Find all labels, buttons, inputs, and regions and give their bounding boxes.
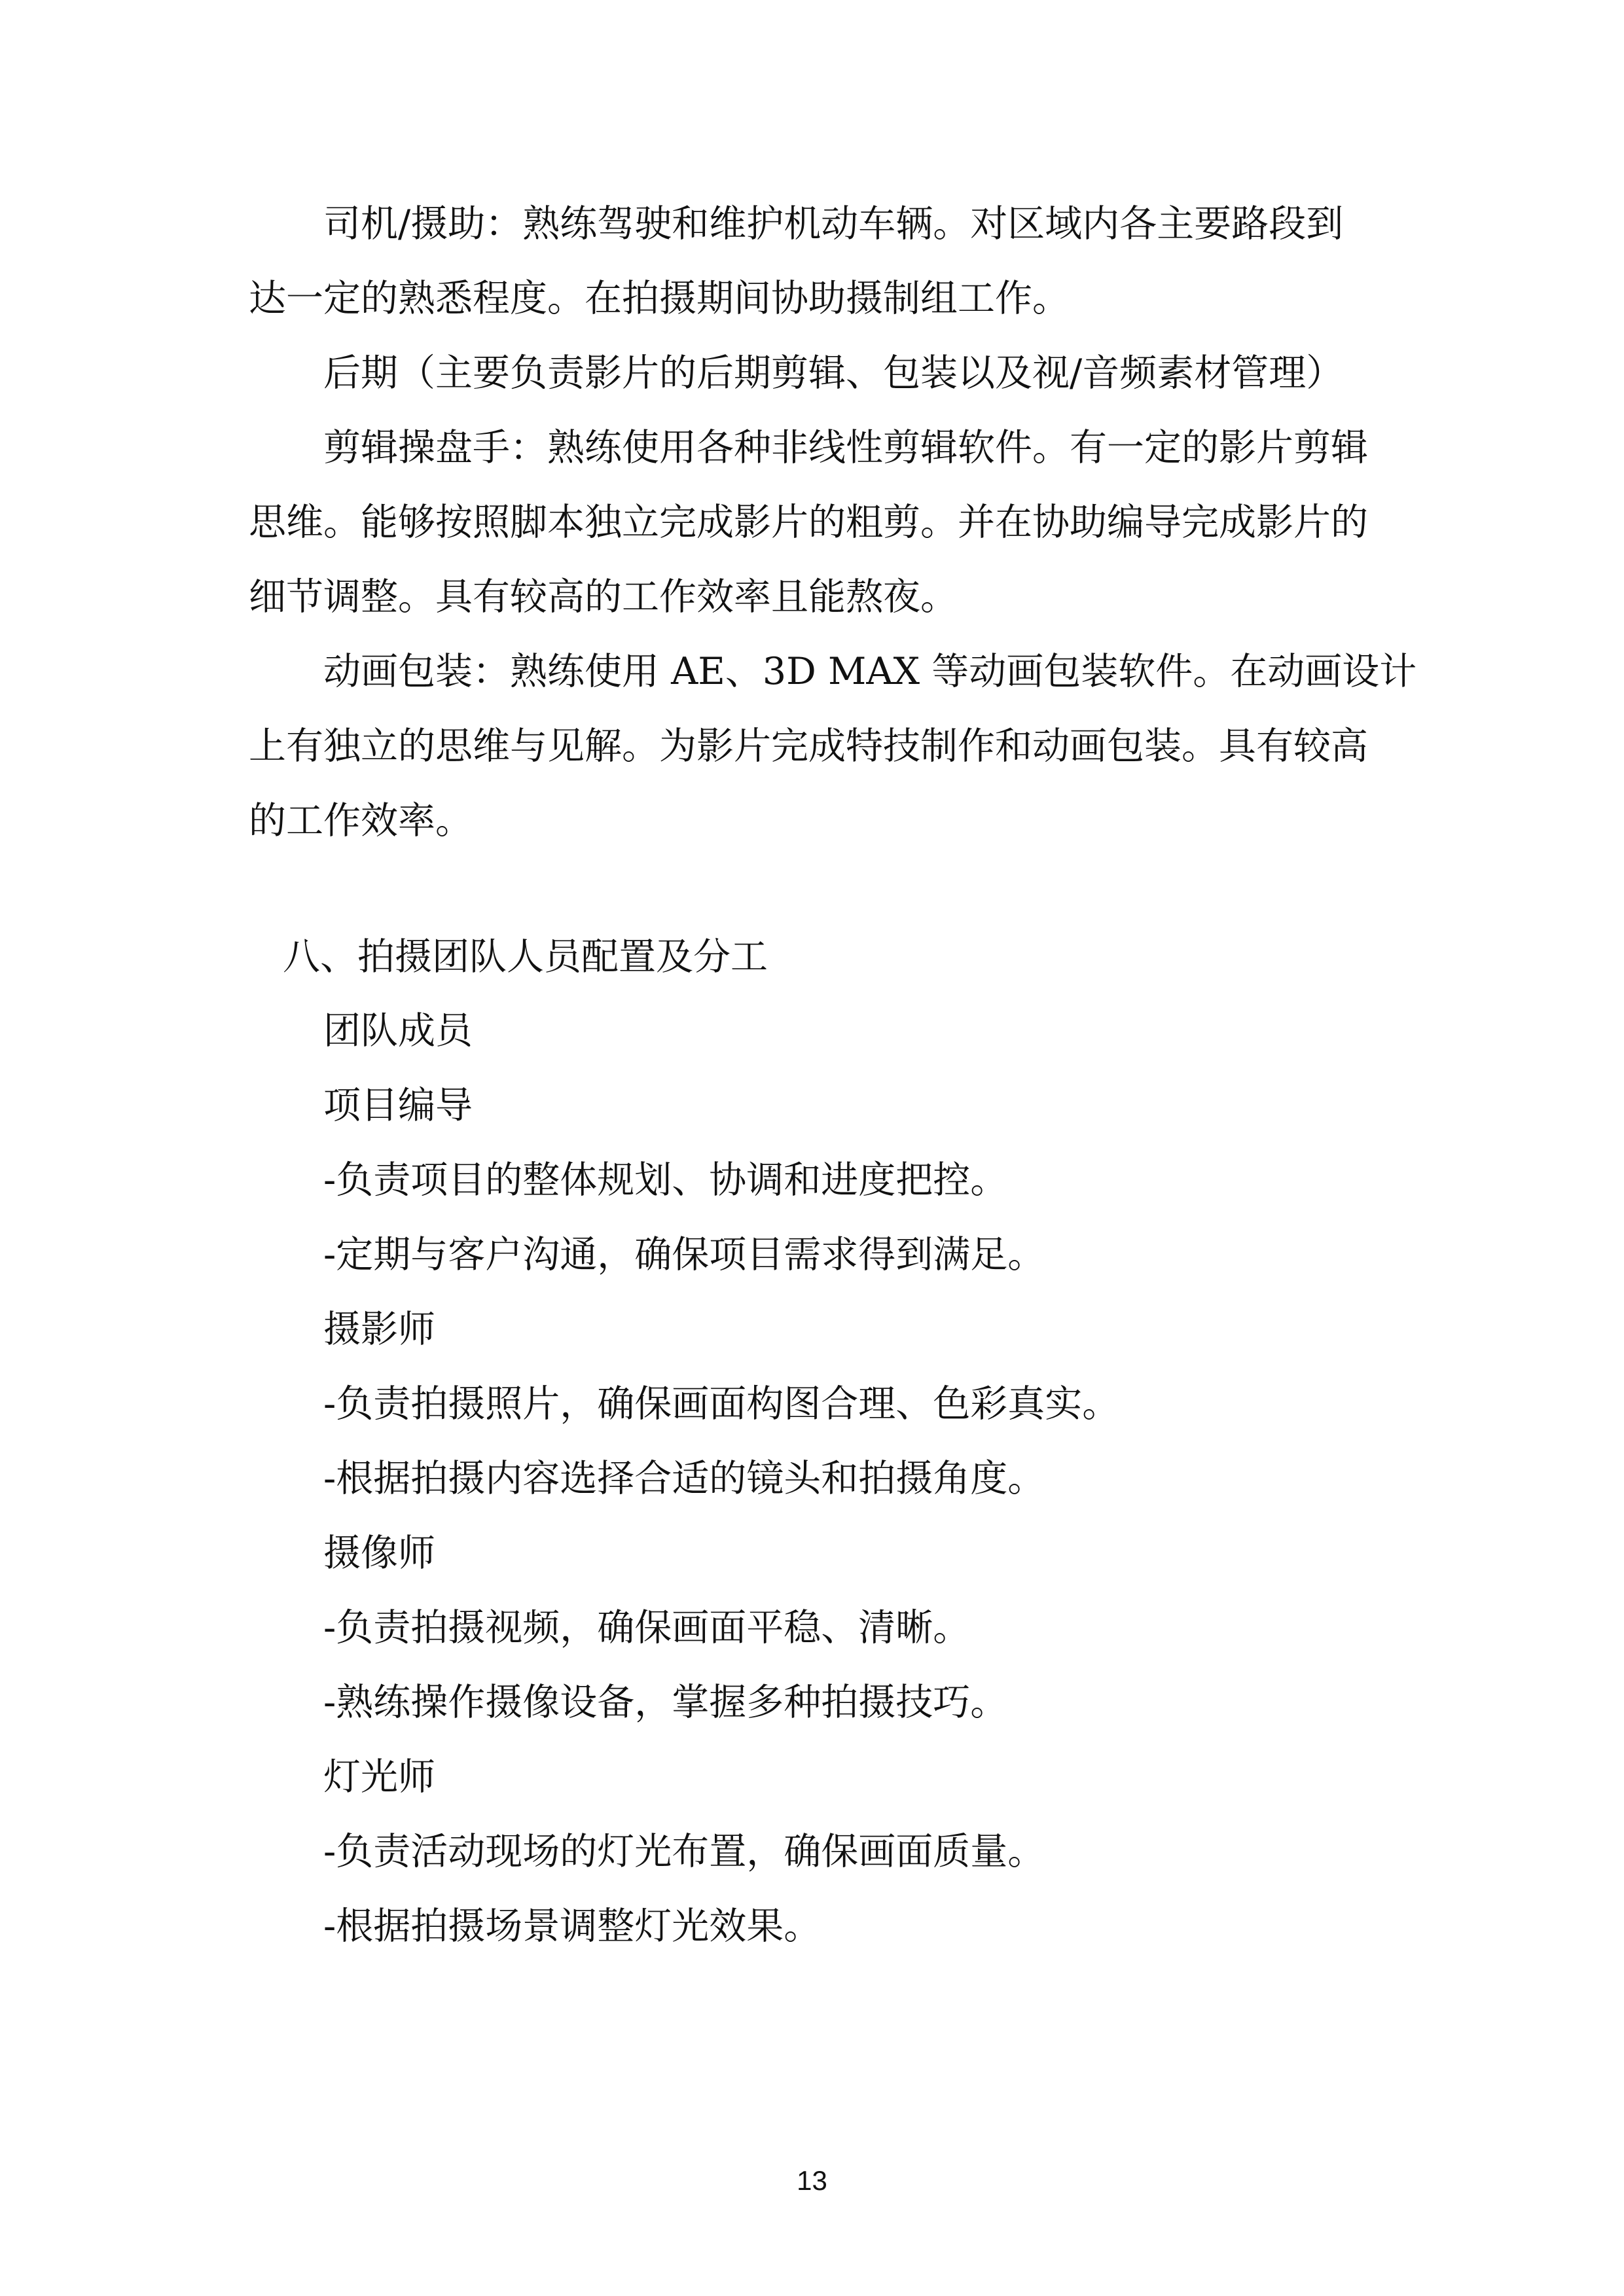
list-item: -负责项目的整体规划、协调和进度把控。 — [323, 1158, 1008, 1202]
animation-line-3: 的工作效率。 — [249, 799, 473, 842]
page-number: 13 — [797, 2165, 827, 2196]
list-item: -定期与客户沟通，确保项目需求得到满足。 — [323, 1233, 1045, 1276]
driver-line-2: 达一定的熟悉程度。在拍摄期间协助摄制组工作。 — [249, 277, 1070, 320]
list-item: 灯光师 — [323, 1755, 435, 1799]
team-roles-list — [323, 994, 1119, 1964]
animation-line-1: 动画包装：熟练使用 AE、3D MAX 等动画包装软件。在动画设计 — [323, 650, 1417, 693]
list-item: 项目编导 — [323, 1084, 473, 1127]
editor-line-1: 剪辑操盘手：熟练使用各种非线性剪辑软件。有一定的影片剪辑 — [323, 426, 1368, 469]
list-item: -熟练操作摄像设备，掌握多种拍摄技巧。 — [323, 1681, 1008, 1724]
list-item: -根据拍摄场景调整灯光效果。 — [323, 1905, 821, 1948]
roles-paragraphs — [249, 187, 1417, 858]
list-item: -负责拍摄视频，确保画面平稳、清晰。 — [323, 1606, 971, 1649]
list-item: -负责拍摄照片，确保画面构图合理、色彩真实。 — [323, 1382, 1120, 1426]
list-item: 团队成员 — [323, 1009, 473, 1052]
post-production-heading: 后期（主要负责影片的后期剪辑、包装以及视/音频素材管理） — [323, 351, 1344, 395]
list-item: 摄影师 — [323, 1308, 435, 1351]
list-item: 摄像师 — [323, 1532, 435, 1575]
driver-line-1: 司机/摄助：熟练驾驶和维护机动车辆。对区域内各主要路段到 — [323, 202, 1344, 245]
section-title: 八、拍摄团队人员配置及分工 — [283, 935, 768, 978]
editor-line-2: 思维。能够按照脚本独立完成影片的粗剪。并在协助编导完成影片的 — [249, 501, 1368, 544]
list-item: -负责活动现场的灯光布置，确保画面质量。 — [323, 1830, 1045, 1873]
editor-line-3: 细节调整。具有较高的工作效率且能熬夜。 — [249, 575, 958, 619]
animation-line-2: 上有独立的思维与见解。为影片完成特技制作和动画包装。具有较高 — [249, 725, 1368, 768]
list-item: -根据拍摄内容选择合适的镜头和拍摄角度。 — [323, 1457, 1045, 1500]
